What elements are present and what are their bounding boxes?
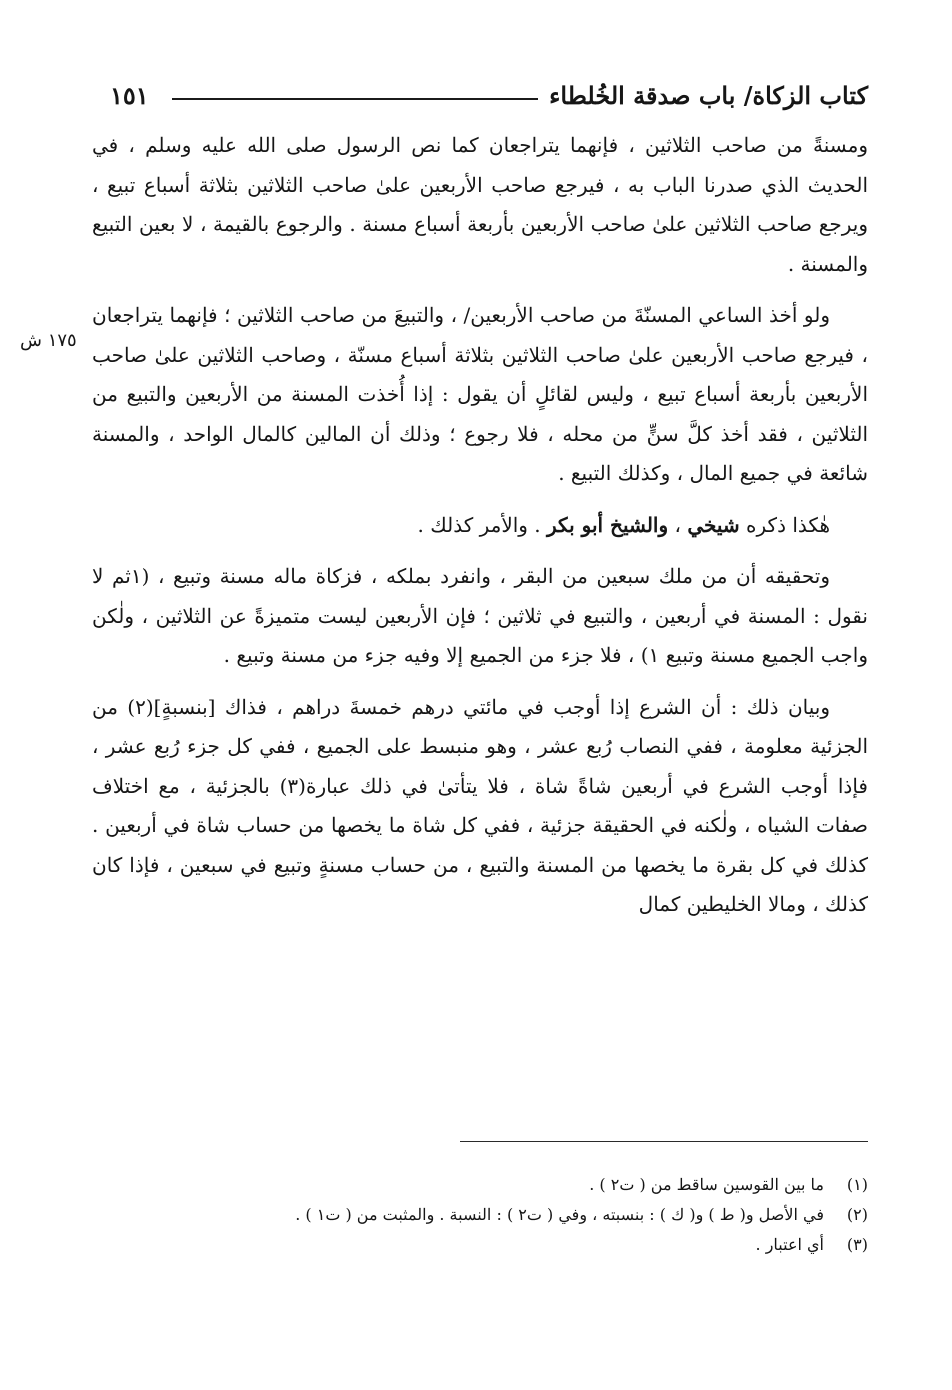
footnotes (140, 1170, 868, 1260)
footnote-number: (٢) (846, 1205, 868, 1224)
paragraph-3-part-3: . والأمر كذلك . (417, 512, 548, 537)
paragraph-3-part-1: هٰكذا ذكره (739, 512, 830, 537)
main-text (92, 126, 868, 937)
paragraph-3-part-2: ، (668, 512, 688, 537)
footnote-text: ما بين القوسين ساقط من ( ت٢ ) . (589, 1175, 824, 1194)
footnote-item (140, 1230, 868, 1260)
paragraph-4: وتحقيقه أن من ملك سبعين من البقر ، وانفرد بملكه ، فزكاة ماله مسنة وتبيع ، (١ثم لا نقول : المسنة في أربعين ، والتبيع في ثلاثين ؛ فإن الأربعين ليست متميزةً عن الثلاثين ، ولٰكن واجب الجميع مسنة وتبيع ١) ، فلا جزء من الجميع إلا وفيه جزء من مسنة وتبيع . (92, 564, 868, 667)
paragraph-3 (92, 506, 868, 546)
page-number: ١٥١ (110, 81, 149, 110)
footnote-text: في الأصل و( ط ) و( ك ) : بنسبته ، وفي ( ت٢ ) : النسبة . والمثبت من ( ت١ ) . (295, 1205, 824, 1224)
paragraph-5: وبيان ذلك : أن الشرع إذا أوجب في مائتي درهم خمسةَ دراهم ، فذاك [بنسبةٍ](٢) من الجزئية معلومة ، ففي النصاب رُبع عشر ، وهو منبسط على الجميع ، ففي كل جزء رُبع عشر ، فإذا أوجب الشرع في أربعين شاةً شاة ، فلا يتأتىٰ في ذلك عبارة(٣) بالجزئية ، مع اختلاف صفات الشياه ، ولٰكنه في الحقيقة جزئية ، ففي كل شاة ما يخصها من حساب شاة في أربعين . كذلك في كل بقرة ما يخصها من المسنة والتبيع ، من حساب مسنةٍ وتبيع في سبعين ، فإذا كان كذلك ، ومالا الخليطين كمال (92, 694, 868, 916)
footnote-item (140, 1170, 868, 1200)
manuscript-folio-note: ١٧٥ ش (20, 330, 77, 351)
footnote-item (140, 1200, 868, 1230)
footnote-separator (460, 1141, 868, 1142)
footnote-text: أي اعتبار . (755, 1235, 824, 1254)
paragraph-1: ومسنةً من صاحب الثلاثين ، فإنهما يتراجعان كما نص الرسول صلى الله عليه وسلم ، في الحديث الذي صدرنا الباب به ، فيرجع صاحب الأربعين علىٰ صاحب الثلاثين بثلاثة أسباع تبيع ، ويرجع صاحب الثلاثين علىٰ صاحب الأربعين بأربعة أسباع مسنة . والرجوع بالقيمة ، لا بعين التبيع والمسنة . (92, 133, 868, 276)
footnote-number: (٣) (846, 1235, 868, 1254)
running-header (110, 74, 868, 118)
footnote-number: (١) (846, 1175, 868, 1194)
header-rule (172, 98, 538, 100)
paragraph-2: ولو أخذ الساعي المسنّةَ من صاحب الأربعين/ ، والتبيعَ من صاحب الثلاثين ؛ فإنهما يتراجعان ، فيرجع صاحب الأربعين علىٰ صاحب الثلاثين بثلاثة أسباع مسنّة ، وصاحب الثلاثين علىٰ صاحب الأربعين بأربعة أسباع تبيع ، وليس لقائلٍ أن يقول : إذا أُخذت المسنة من الأربعين والتبيع من الثلاثين ، فقد أخذ كلَّ سنٍّ من محله ، فلا رجوع ؛ وذلك أن المالين كالمال الواحد ، والمسنة شائعة في جميع المال ، وكذلك التبيع . (92, 303, 868, 485)
scholar-name-shaykhi: شيخي (687, 512, 740, 537)
chapter-title: كتاب الزكاة/ باب صدقة الخُلطاء (549, 81, 868, 110)
scholar-name-abu-bakr: والشيخ أبو بكر (547, 512, 669, 537)
